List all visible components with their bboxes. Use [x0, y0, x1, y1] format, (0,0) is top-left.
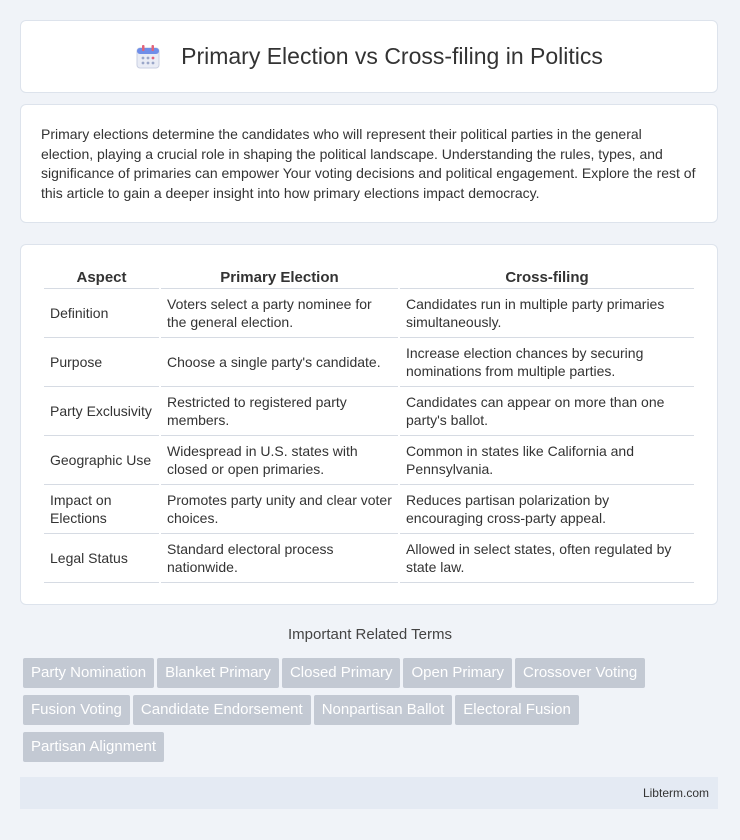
- tag-closed-primary[interactable]: Closed Primary: [282, 658, 401, 688]
- table-row: [44, 534, 694, 583]
- comparison-table: [42, 265, 696, 583]
- cell-cross: Candidates run in multiple party primaries simultaneously.: [400, 289, 694, 338]
- cell-aspect: Legal Status: [44, 534, 159, 583]
- tag-party-nomination[interactable]: Party Nomination: [23, 658, 154, 688]
- tag-nonpartisan-ballot[interactable]: Nonpartisan Ballot: [314, 695, 453, 725]
- header-cross-filing: Cross-filing: [400, 265, 694, 289]
- cell-aspect: Impact on Elections: [44, 485, 159, 534]
- comparison-card: [20, 244, 718, 605]
- cell-aspect: Definition: [44, 289, 159, 338]
- table-row: [44, 436, 694, 485]
- tag-open-primary[interactable]: Open Primary: [403, 658, 512, 688]
- footer-site-link[interactable]: Libterm.com: [642, 786, 709, 800]
- cell-cross: Common in states like California and Pennsylvania.: [400, 436, 694, 485]
- related-terms-title: Important Related Terms: [288, 626, 452, 643]
- header-primary-election: Primary Election: [161, 265, 398, 289]
- cell-aspect: Geographic Use: [44, 436, 159, 485]
- tag-electoral-fusion[interactable]: Electoral Fusion: [455, 695, 579, 725]
- footer: [20, 777, 718, 809]
- tag-fusion-voting[interactable]: Fusion Voting: [23, 695, 130, 725]
- header-card: [20, 20, 718, 93]
- cell-primary: Promotes party unity and clear voter choices.: [161, 485, 398, 534]
- cell-primary: Voters select a party nominee for the general election.: [161, 289, 398, 338]
- tag-partisan-alignment[interactable]: Partisan Alignment: [23, 732, 164, 762]
- page-title: Primary Election vs Cross-filing in Politics: [181, 43, 603, 69]
- cell-cross: Increase election chances by securing nominations from multiple parties.: [400, 338, 694, 387]
- calendar-icon: [135, 44, 161, 70]
- cell-aspect: Purpose: [44, 338, 159, 387]
- table-row: [44, 289, 694, 338]
- header-aspect: Aspect: [44, 265, 159, 289]
- tag-blanket-primary[interactable]: Blanket Primary: [157, 658, 279, 688]
- tag-crossover-voting[interactable]: Crossover Voting: [515, 658, 645, 688]
- cell-primary: Widespread in U.S. states with closed or open primaries.: [161, 436, 398, 485]
- cell-aspect: Party Exclusivity: [44, 387, 159, 436]
- cell-primary: Restricted to registered party members.: [161, 387, 398, 436]
- table-row: [44, 387, 694, 436]
- table-row: [44, 485, 694, 534]
- tag-candidate-endorsement[interactable]: Candidate Endorsement: [133, 695, 311, 725]
- intro-text: Primary elections determine the candidates who will represent their political parties in the general election, playing a crucial role in shaping the political landscape. Understanding the rules, types, and significance of primaries can empower Your voting decisions and political engagement. Explore the rest of this article to gain a deeper insight into how primary elections impact democracy.: [41, 126, 696, 201]
- table-row: [44, 338, 694, 387]
- cell-cross: Candidates can appear on more than one party's ballot.: [400, 387, 694, 436]
- intro-card: [20, 104, 718, 223]
- cell-primary: Standard electoral process nationwide.: [161, 534, 398, 583]
- cell-cross: Reduces partisan polarization by encouraging cross-party appeal.: [400, 485, 694, 534]
- table-header-row: [44, 265, 694, 289]
- related-terms-list: [23, 658, 723, 769]
- cell-cross: Allowed in select states, often regulated by state law.: [400, 534, 694, 583]
- cell-primary: Choose a single party's candidate.: [161, 338, 398, 387]
